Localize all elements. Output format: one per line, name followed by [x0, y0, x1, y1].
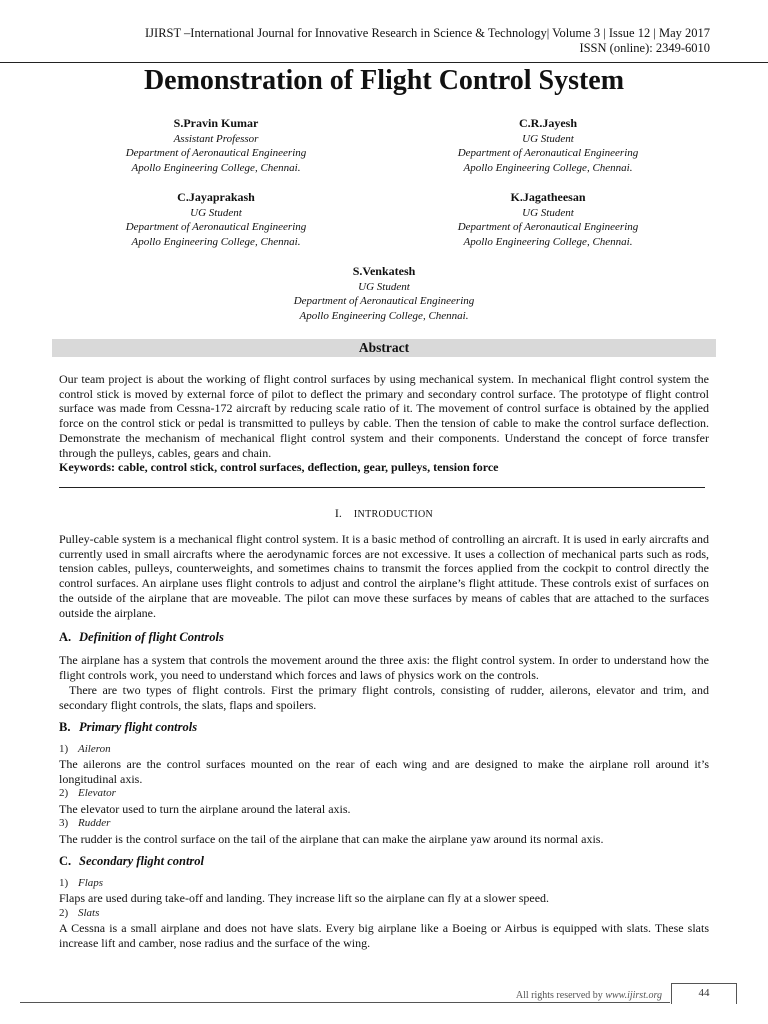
author-block	[76, 190, 356, 249]
item-number: 3)	[59, 817, 69, 829]
paper-title: Demonstration of Flight Control System	[143, 65, 625, 96]
author-name: K.Jagatheesan	[510, 190, 586, 204]
aileron-text: The ailerons are the control surfaces mounted on the rear of each wing and are designed to make the airplane roll around it’s longitudinal axis.	[59, 757, 709, 786]
types-paragraph: There are two types of flight controls. First the primary flight controls, consisting of rudder, ailerons, elevator and trim, and secondary flight controls, the slats, flaps and spoilers.	[59, 683, 709, 712]
rudder-text: The rudder is the control surface on the tail of the airplane that can make the airplane yaw around its normal axis.	[59, 832, 604, 846]
page-number: 44	[671, 983, 737, 1004]
abstract-text: Our team project is about the working of flight control surfaces by using mechanical system. In mechanical flight control system the control stick is moved by external force of pilot to deflect the primary and secondary control surface. The prototype of flight control surface was made from Cessna-172 aircraft by reducing scale ratio of it. The movement of control surface is obtained by the applied force on the control stick or pedal is transmitted to pulleys by cable. Then the tension of cable to make the control surface deflection. Demonstrate the mechanism of mechanical flight control system and their components. Understand the concept of force transfer through the pulleys, cables, gears and chain.	[59, 372, 709, 460]
author-name: C.R.Jayesh	[518, 116, 577, 130]
subsection-letter: C.	[59, 854, 72, 868]
header-rule	[0, 62, 768, 63]
section-title: INTRODUCTION	[353, 509, 434, 520]
item-label: Elevator	[78, 787, 116, 799]
item-rudder-label	[59, 817, 110, 829]
author-block	[408, 116, 688, 175]
slats-text: A Cessna is a small airplane and does not have slats. Every big airplane like a Boeing or Airbus is equipped with slats. These slats increase lift and camber, nose radius and the surface of the wing.	[59, 921, 709, 950]
journal-name: IJIRST –International Journal for Innovative Research in Science & Technology| Volume 3 | Issue 12 | May 2017	[145, 26, 710, 40]
author-inst: Apollo Engineering College, Chennai.	[131, 161, 301, 174]
subsection-title: Secondary flight control	[79, 854, 205, 868]
subsection-title: Definition of flight Controls	[79, 630, 224, 644]
item-number: 1)	[59, 743, 69, 755]
author-dept: Department of Aeronautical Engineering	[457, 221, 639, 234]
site-link[interactable]: www.ijirst.org	[605, 990, 662, 1001]
author-dept: Department of Aeronautical Engineering	[457, 147, 639, 160]
author-name: S.Pravin Kumar	[173, 116, 259, 130]
item-label: Aileron	[78, 743, 111, 755]
intro-text: Pulley-cable system is a mechanical flight control system. It is a basic method of controlling an aircraft. It is used in early aircrafts and currently used in small aircrafts where the aerodynamic forces are not excessive. It uses a collection of mechanical parts such as rods, tension cables, pulleys, counterweights, and sometimes chains to transmit the forces applied from the cockpit to control directly the control surfaces. An airplane uses flight controls to adjust and control the airplane’s flight attitude. These controls exist of surfaces on the outside of the airplane that are moveable. The pilot can move these surfaces by means of cables that are attached to the surfaces outside the airplane.	[59, 532, 709, 620]
author-block	[244, 264, 524, 323]
author-inst: Apollo Engineering College, Chennai.	[131, 235, 301, 248]
author-inst: Apollo Engineering College, Chennai.	[463, 235, 633, 248]
rights-text: All rights reserved by	[515, 990, 603, 1001]
author-role: UG Student	[522, 206, 574, 219]
abstract-rule	[59, 487, 705, 488]
item-aileron-label	[59, 743, 111, 755]
item-label: Flaps	[78, 877, 104, 889]
author-block	[76, 116, 356, 175]
item-flaps-label	[59, 877, 103, 889]
item-number: 2)	[59, 787, 69, 799]
subsection-letter: A.	[59, 630, 72, 644]
item-number: 1)	[59, 877, 69, 889]
author-dept: Department of Aeronautical Engineering	[125, 221, 307, 234]
item-label: Slats	[78, 907, 100, 919]
subsection-a-heading	[59, 630, 224, 645]
author-block	[408, 190, 688, 249]
section-number: I.	[334, 506, 342, 520]
author-role: UG Student	[358, 280, 410, 293]
footer-rule	[20, 1002, 670, 1003]
item-slats-label	[59, 907, 99, 919]
author-dept: Department of Aeronautical Engineering	[125, 147, 307, 160]
item-label: Rudder	[78, 817, 111, 829]
abstract-heading: Abstract	[52, 339, 716, 357]
author-inst: Apollo Engineering College, Chennai.	[299, 309, 469, 322]
author-name: C.Jayaprakash	[177, 190, 255, 204]
item-elevator-label	[59, 787, 116, 799]
subsection-title: Primary flight controls	[79, 720, 198, 734]
subsection-c-heading	[59, 854, 204, 869]
subsection-b-heading	[59, 720, 197, 735]
author-dept: Department of Aeronautical Engineering	[293, 295, 475, 308]
subsection-letter: B.	[59, 720, 71, 734]
author-role: UG Student	[190, 206, 242, 219]
elevator-text: The elevator used to turn the airplane around the lateral axis.	[59, 802, 351, 816]
journal-issn: ISSN (online): 2349-6010	[579, 41, 710, 55]
section-heading-introduction	[0, 506, 768, 521]
author-name: S.Venkatesh	[352, 264, 416, 278]
keywords: Keywords: cable, control stick, control surfaces, deflection, gear, pulleys, tension force	[59, 460, 499, 474]
journal-header	[145, 26, 710, 56]
item-number: 2)	[59, 907, 69, 919]
footer-rights	[516, 990, 662, 1001]
author-inst: Apollo Engineering College, Chennai.	[463, 161, 633, 174]
author-role: UG Student	[522, 132, 574, 145]
flaps-text: Flaps are used during take-off and landing. They increase lift so the airplane can fly at a slower speed.	[59, 891, 550, 905]
definition-paragraph: The airplane has a system that controls the movement around the three axis: the flight control system. In order to understand how the flight controls work, you need to understand which forces and laws of physics work on the controls.	[59, 653, 709, 682]
author-role: Assistant Professor	[173, 132, 259, 145]
